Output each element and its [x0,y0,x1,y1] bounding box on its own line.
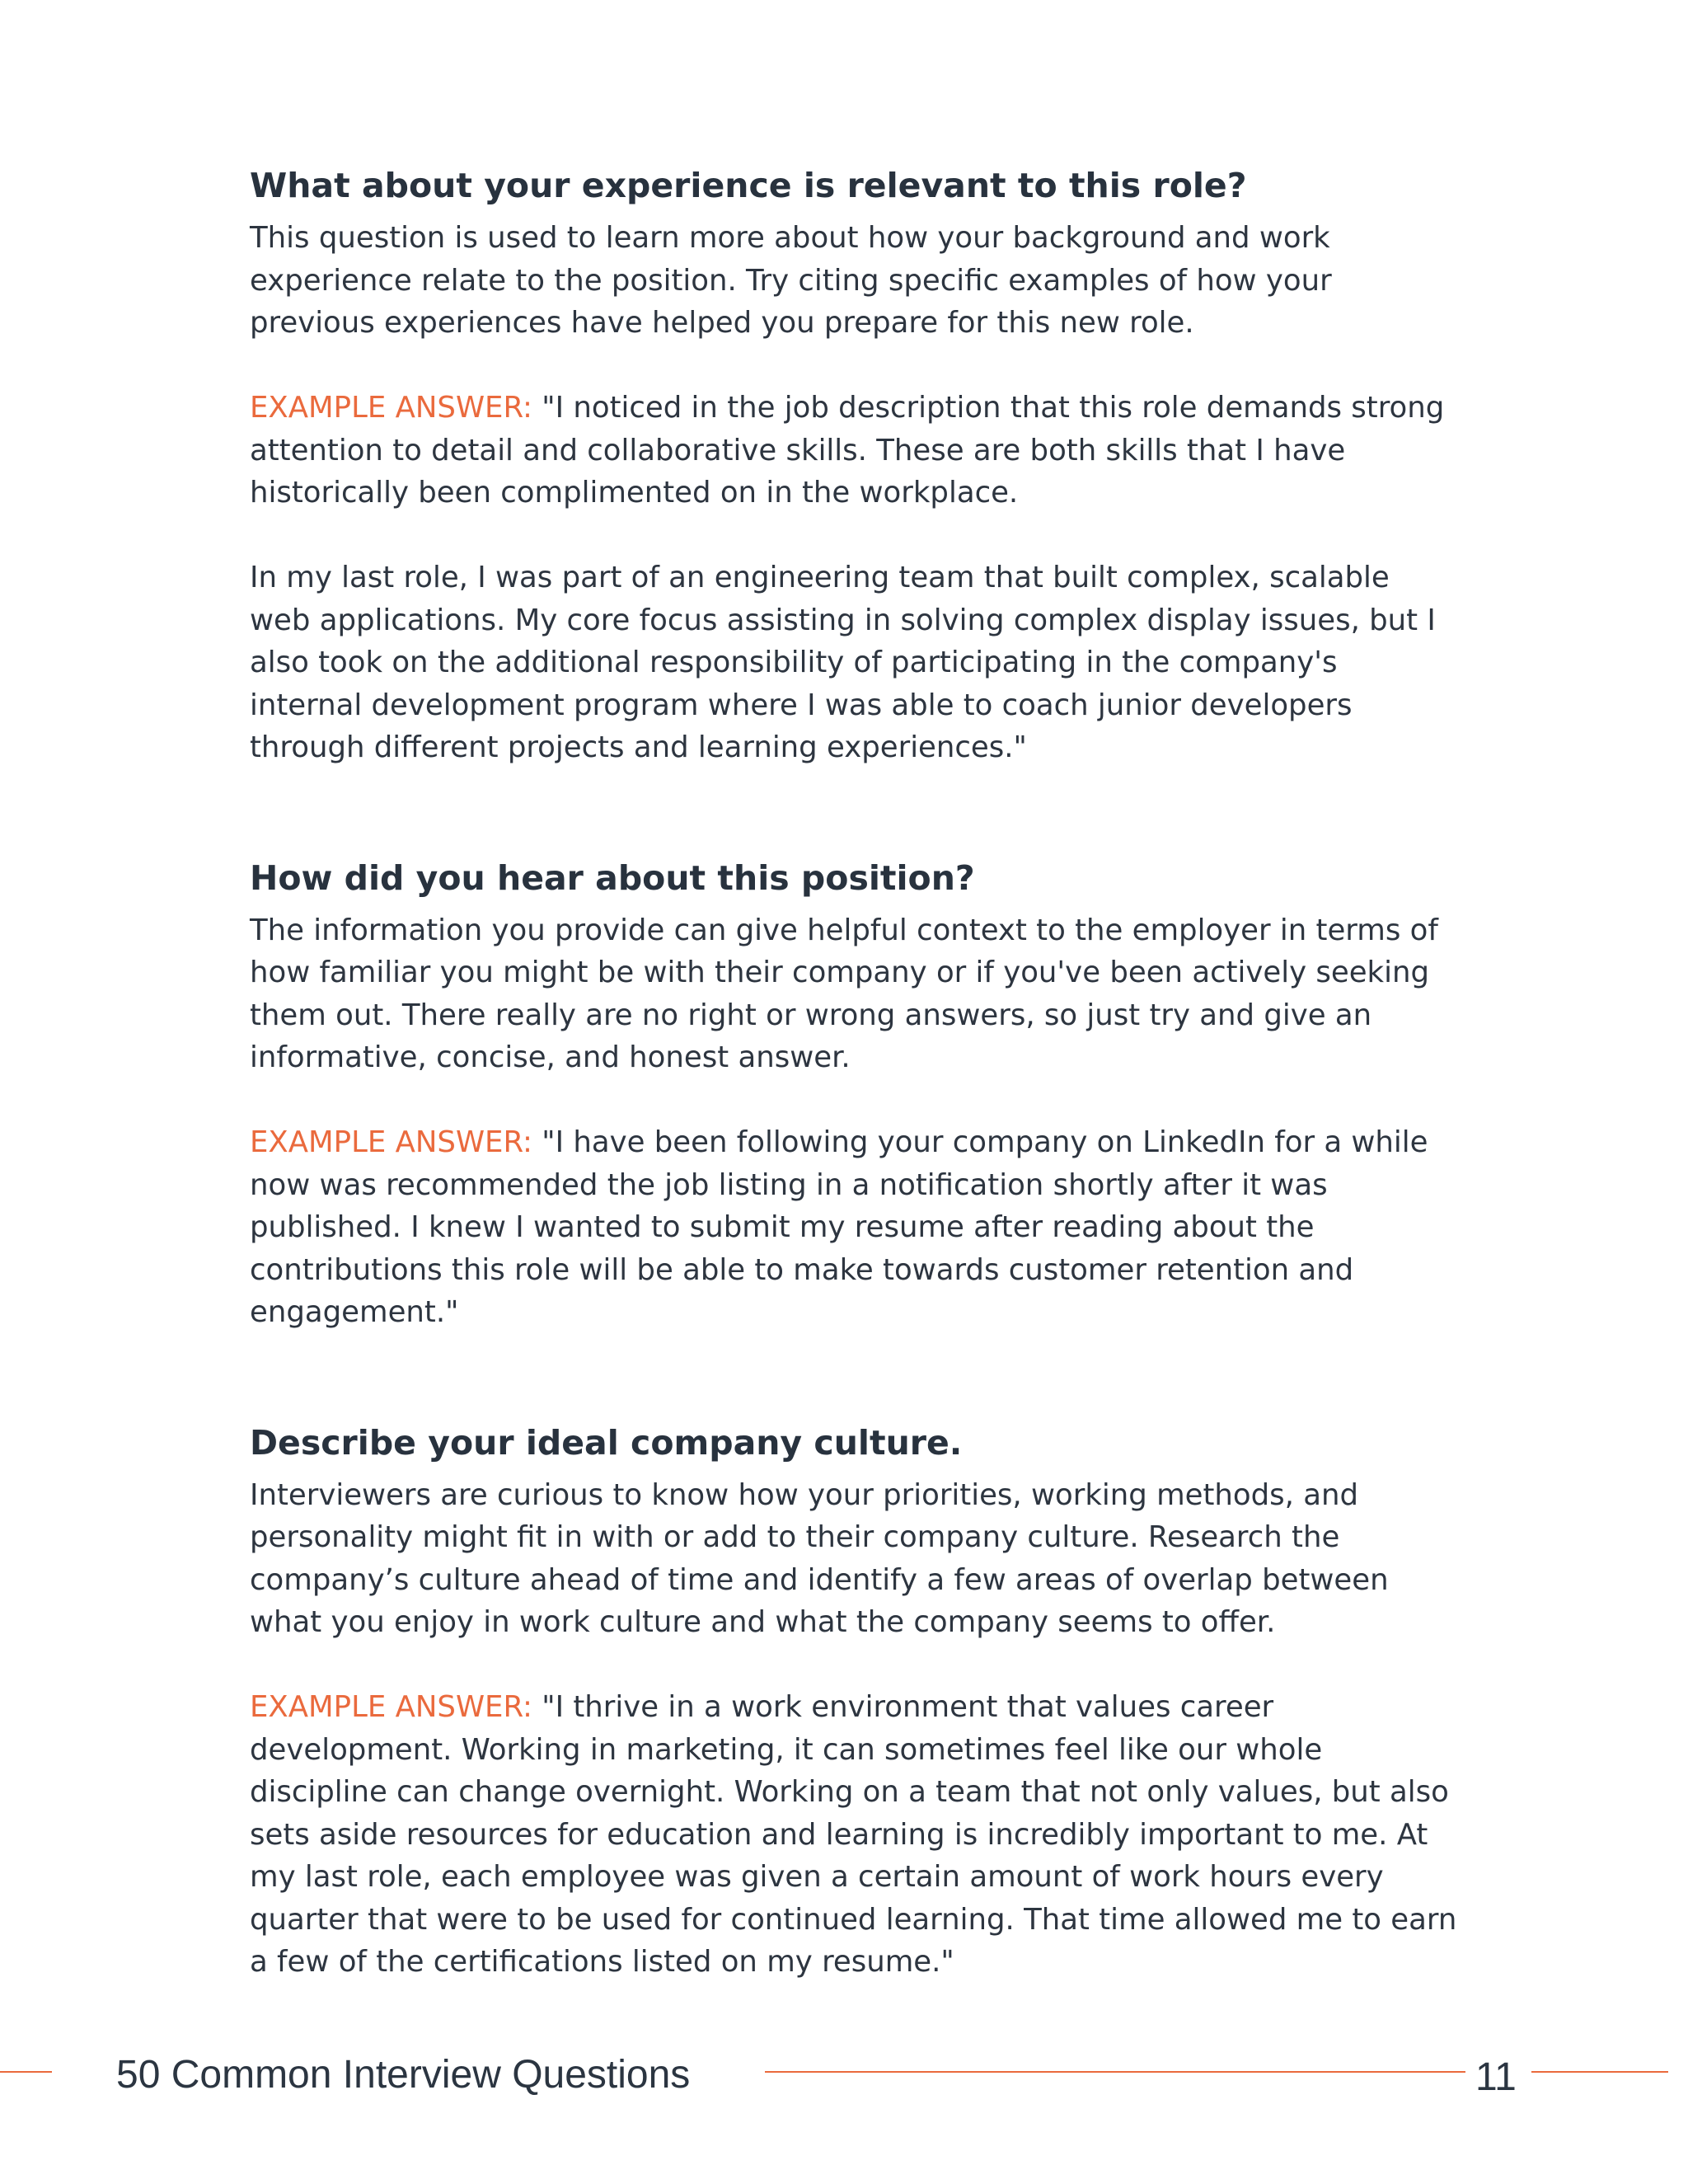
footer-document-title: 50 Common Interview Questions [116,2053,691,2097]
example-answer-text: "I have been following your company on LinkedIn for a while now was recommended the job listing in a notification shortly after it was published. I knew I wanted to submit my resume after reading about the contributions this role will be able to make towards customer retention and engagement." [250,1125,1428,1329]
question-description: The information you provide can give helpful context to the employer in terms of how familiar you might be with their company or if you've been actively seeking them out. There really are no right or wrong answers, so just try and give an informative, concise, and honest answer. [250,913,1438,1074]
question-section-3 [250,1418,1486,1984]
question-title: How did you hear about this position? [250,857,975,898]
footer-rule-middle [765,2071,1465,2073]
footer-rule-left [0,2071,52,2073]
question-description: Interviewers are curious to know how your priorities, working methods, and personality might fit in with or add to their company culture. Research the company’s culture ahead of time and identify a few areas of overlap between what you enjoy in work culture and what the company seems to offer. [250,1477,1389,1639]
question-title: What about your experience is relevant to this role? [250,166,1247,205]
example-answer-label: EXAMPLE ANSWER: [250,391,533,425]
example-answer-label: EXAMPLE ANSWER: [250,1690,533,1724]
example-answer-label: EXAMPLE ANSWER: [250,1125,533,1159]
example-answer [250,387,1486,514]
page-number: 11 [1475,2055,1517,2099]
question-section-2 [250,853,1486,1334]
example-answer-text: "I thrive in a work environment that values career development. Working in marketing, it can sometimes feel like our whole discipline can change overnight. Working on a team that not only values, but also sets aside resources for education and learning is incredibly important to me. At my last role, each employee was given a certain amount of work hours every quarter that were to be used for continued learning. That time allowed me to earn a few of the certifications listed on my resume." [250,1690,1457,1979]
question-description: This question is used to learn more about how your background and work experience relate to the position. Try citing specific examples of how your previous experiences have helped you prepare for this new role. [250,221,1332,340]
example-answer-continuation: In my last role, I was part of an engineering team that built complex, scalable web applications. My core focus assisting in solving complex display issues, but I also took on the additional responsibility of participating in the company's internal development program where I was able to coach junior developers through different projects and learning experiences." [250,561,1436,764]
example-answer [250,1686,1486,1984]
question-title: Describe your ideal company culture. [250,1422,963,1463]
page-content [250,161,1486,1984]
example-answer-text: "I noticed in the job description that this role demands strong attention to detail and collaborative skills. These are both skills that I have historically been complimented on in the workplace. [250,391,1445,510]
example-answer [250,1121,1486,1334]
footer-rule-right [1531,2071,1668,2073]
question-section-1 [250,161,1486,769]
